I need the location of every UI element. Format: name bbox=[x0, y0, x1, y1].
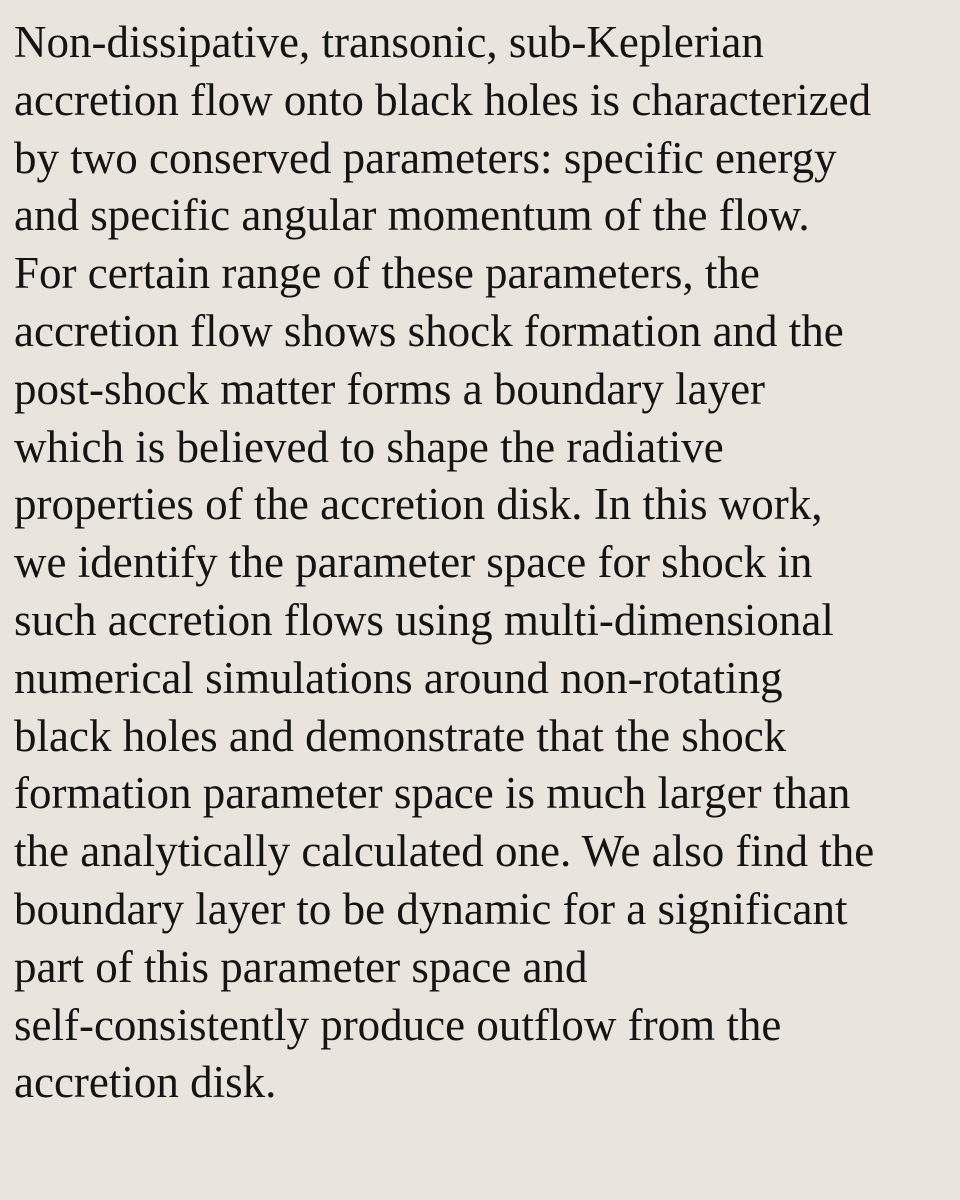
text-line-5: For certain range of these parameters, the bbox=[14, 248, 760, 299]
text-line-17: part of this parameter space and bbox=[14, 941, 588, 992]
text-line-8: which is believed to shape the radiative bbox=[14, 421, 724, 472]
text-line-13: black holes and demonstrate that the shock bbox=[14, 710, 787, 761]
text-line-16: boundary layer to be dynamic for a significant bbox=[14, 883, 848, 934]
text-line-6: accretion flow shows shock formation and the bbox=[14, 305, 844, 356]
text-line-11: such accretion flows using multi-dimensional bbox=[14, 594, 834, 645]
text-line-14: formation parameter space is much larger than bbox=[14, 768, 851, 819]
text-line-19: accretion disk. bbox=[14, 1057, 277, 1108]
abstract-paragraph bbox=[14, 14, 950, 1112]
text-line-4: and specific angular momentum of the flow. bbox=[14, 190, 810, 241]
text-line-2: accretion flow onto black holes is characterized bbox=[14, 74, 872, 125]
text-line-12: numerical simulations around non-rotating bbox=[14, 652, 783, 703]
text-line-10: we identify the parameter space for shock in bbox=[14, 537, 813, 588]
text-line-7: post-shock matter forms a boundary layer bbox=[14, 363, 766, 414]
text-line-1: Non-dissipative, transonic, sub-Keplerian bbox=[14, 17, 764, 67]
text-line-9: properties of the accretion disk. In this work, bbox=[14, 479, 823, 530]
text-line-18: self-consistently produce outflow from the bbox=[14, 999, 782, 1050]
text-line-3: by two conserved parameters: specific energy bbox=[14, 132, 837, 183]
text-line-15: the analytically calculated one. We also find the bbox=[14, 826, 875, 877]
